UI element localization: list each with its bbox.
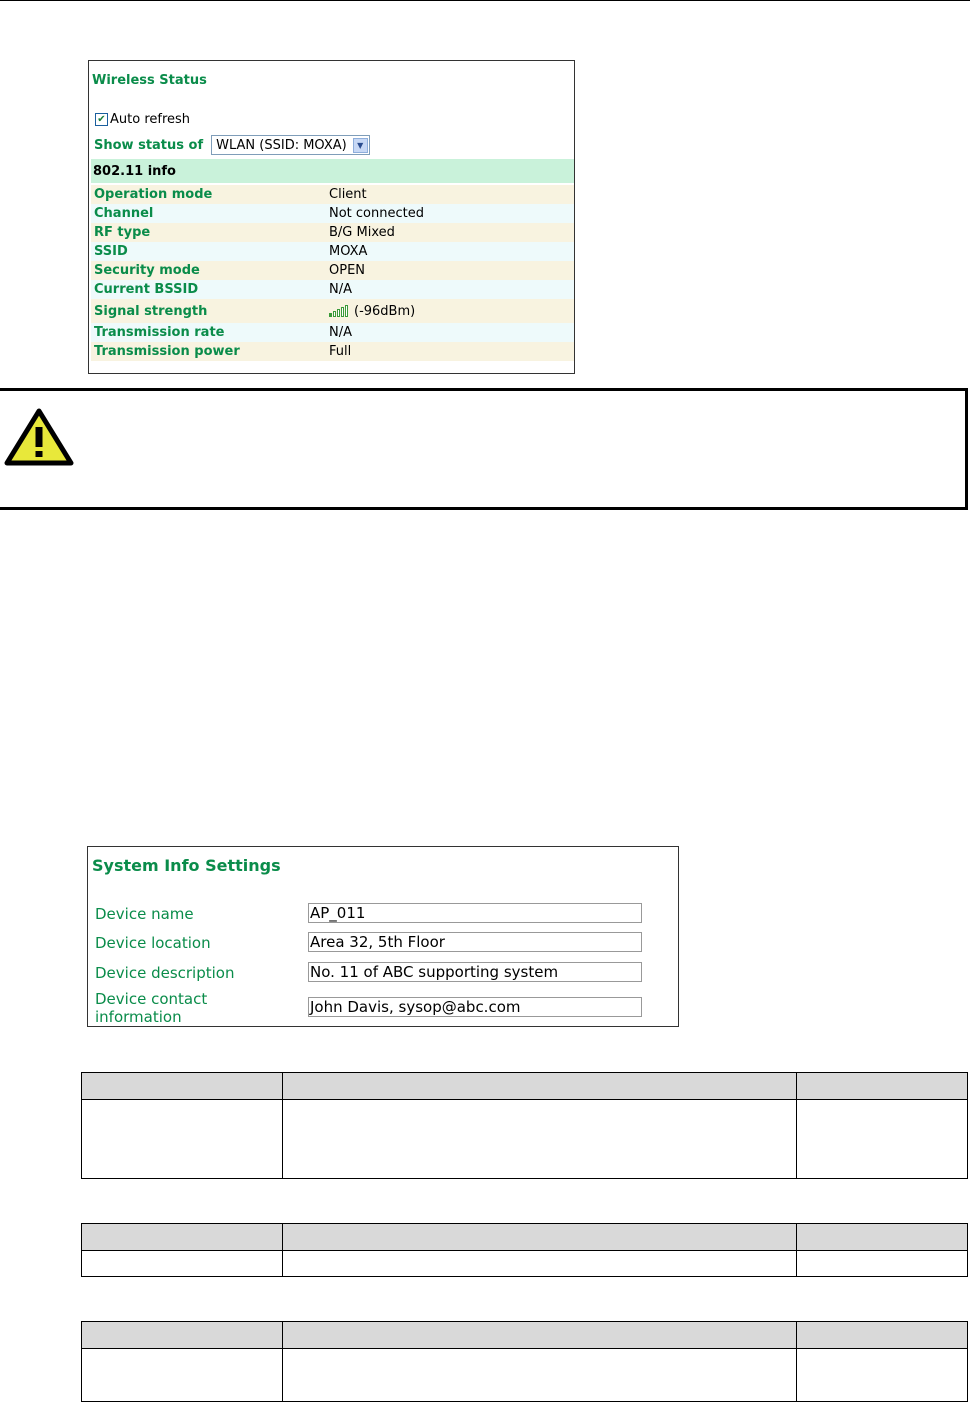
info-row-security-mode <box>91 261 574 280</box>
table-header-cell <box>797 1073 968 1100</box>
info-label: Transmission rate <box>94 325 225 340</box>
signal-bar <box>341 307 344 317</box>
table-header-row <box>82 1322 968 1349</box>
table-cell <box>82 1251 283 1277</box>
info-row-operation-mode <box>91 185 574 204</box>
table-header-cell <box>82 1224 283 1251</box>
settings-table-2 <box>81 1223 968 1277</box>
table-cell <box>797 1349 968 1402</box>
signal-bars-icon <box>329 305 349 317</box>
info-value: B/G Mixed <box>329 225 395 240</box>
table-cell <box>797 1100 968 1179</box>
info-row-transmission-rate <box>91 323 574 342</box>
table-cell <box>282 1349 796 1402</box>
info-value <box>329 304 415 319</box>
info-value: Full <box>329 344 352 359</box>
settings-table-3 <box>81 1321 968 1402</box>
info-row-rf-type <box>91 223 574 242</box>
chevron-down-icon[interactable]: ▼ <box>353 138 368 153</box>
info-label: Operation mode <box>94 187 213 202</box>
info-row-channel <box>91 204 574 223</box>
show-status-value: WLAN (SSID: MOXA) <box>216 137 347 153</box>
signal-bar <box>345 305 348 317</box>
info-row-transmission-power <box>91 342 574 361</box>
table-header-cell <box>82 1073 283 1100</box>
table-header-cell <box>797 1224 968 1251</box>
warning-triangle-icon <box>4 408 74 466</box>
info-label: Channel <box>94 206 154 221</box>
device-contact-label: Device contact information <box>95 990 208 1026</box>
info-label: Current BSSID <box>94 282 199 297</box>
device-contact-input[interactable]: John Davis, sysop@abc.com <box>308 997 642 1017</box>
device-name-label: Device name <box>95 905 194 923</box>
table-header-cell <box>282 1224 796 1251</box>
signal-bar <box>333 311 336 317</box>
section-header-80211: 802.11 info <box>91 159 574 183</box>
page-top-rule <box>0 0 970 1</box>
settings-table-1 <box>81 1072 968 1179</box>
info-value: Not connected <box>329 206 424 221</box>
table-row <box>82 1349 968 1402</box>
device-description-label: Device description <box>95 964 235 982</box>
table-header-cell <box>82 1322 283 1349</box>
device-location-label: Device location <box>95 934 211 952</box>
info-label: Transmission power <box>94 344 240 359</box>
info-row-signal-strength <box>91 299 574 323</box>
table-row <box>82 1251 968 1277</box>
info-value: N/A <box>329 282 352 297</box>
wireless-info-rows <box>91 185 574 361</box>
table-header-row <box>82 1073 968 1100</box>
table-cell <box>797 1251 968 1277</box>
table-header-row <box>82 1224 968 1251</box>
info-label: Signal strength <box>94 303 208 319</box>
table-cell <box>282 1100 796 1179</box>
device-location-input[interactable]: Area 32, 5th Floor <box>308 932 642 952</box>
table-cell <box>82 1100 283 1179</box>
info-label: RF type <box>94 225 151 240</box>
table-cell <box>82 1349 283 1402</box>
warning-box <box>0 388 968 510</box>
info-value: Client <box>329 187 367 202</box>
table-header-cell <box>797 1322 968 1349</box>
signal-dbm: (-96dBm) <box>354 303 416 319</box>
table-cell <box>282 1251 796 1277</box>
info-label: Security mode <box>94 263 200 278</box>
info-value: MOXA <box>329 244 368 259</box>
table-header-cell <box>282 1322 796 1349</box>
info-row-ssid <box>91 242 574 261</box>
info-value: OPEN <box>329 263 366 278</box>
info-label: SSID <box>94 244 128 259</box>
signal-bar <box>329 313 332 317</box>
wireless-status-title: Wireless Status <box>92 73 207 88</box>
device-name-input[interactable]: AP_011 <box>308 903 642 923</box>
auto-refresh-label: Auto refresh <box>110 112 191 127</box>
system-info-title: System Info Settings <box>92 856 281 875</box>
info-value: N/A <box>329 325 352 340</box>
auto-refresh-checkbox[interactable]: ✔ <box>95 113 108 126</box>
signal-bar <box>337 309 340 317</box>
table-row <box>82 1100 968 1179</box>
show-status-control <box>94 135 370 155</box>
table-header-cell <box>282 1073 796 1100</box>
show-status-select[interactable] <box>211 135 370 155</box>
show-status-label: Show status of <box>94 137 204 153</box>
wireless-status-panel <box>88 60 575 374</box>
device-description-input[interactable]: No. 11 of ABC supporting system <box>308 962 642 982</box>
auto-refresh-control[interactable] <box>95 112 190 127</box>
system-info-panel <box>87 846 679 1027</box>
info-row-current-bssid <box>91 280 574 299</box>
